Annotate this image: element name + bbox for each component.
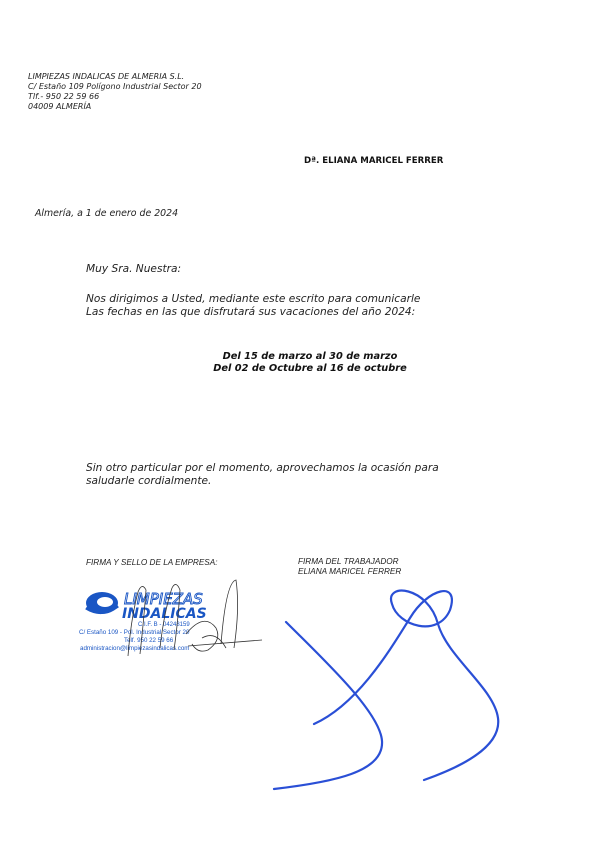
sender-postal-city: 04009 ALMERÍA: [28, 102, 92, 111]
sender-address: C/ Estaño 109 Polígono Industrial Sector 20: [28, 82, 202, 91]
worker-signature-label: [298, 557, 401, 577]
company-logo-icon: [86, 592, 118, 614]
sender-company: LIMPIEZAS INDALICAS DE ALMERIA S.L.: [28, 72, 185, 81]
intro-line-2: Las fechas en las que disfrutará sus vacaciones del año 2024:: [86, 306, 416, 318]
vacation-period-2: Del 02 de Octubre al 16 de octubre: [213, 363, 407, 374]
sender-phone: Tlf.- 950 22 59 66: [28, 92, 100, 101]
worker-handwritten-signature: [262, 576, 512, 806]
greeting: Muy Sra. Nuestra:: [86, 263, 182, 275]
stamp-phone: Telf. 950 22 59 66: [124, 637, 174, 644]
vacation-period-1: Del 15 de marzo al 30 de marzo: [222, 351, 398, 362]
sender-block: [28, 72, 202, 112]
company-signature-label: FIRMA Y SELLO DE LA EMPRESA:: [86, 558, 218, 567]
intro-paragraph: [86, 293, 420, 319]
stamp-cif: C.I.F. B - 04248159: [138, 622, 190, 628]
recipient-name: Dª. ELIANA MARICEL FERRER: [304, 156, 444, 166]
closing-line-1: Sin otro particular por el momento, aprovechamos la ocasión para: [86, 462, 439, 474]
vacation-periods: [120, 351, 500, 375]
closing-paragraph: [86, 462, 439, 488]
worker-signature-label-title: FIRMA DEL TRABAJADOR: [298, 557, 399, 566]
closing-line-2: saludarle cordialmente.: [86, 475, 212, 487]
date-line: Almería, a 1 de enero de 2024: [35, 208, 179, 219]
stamp-brand-1: LIMPIEZAS: [124, 590, 203, 608]
stamp-brand-2: INDALICAS: [122, 606, 207, 622]
company-stamp: [76, 578, 264, 658]
stamp-address: C/ Estaño 109 - Pol. Industrial Sector 20: [79, 629, 190, 636]
stamp-email: administracion@limpiezasindalicas.com: [80, 645, 190, 652]
intro-line-1: Nos dirigimos a Usted, mediante este escrito para comunicarle: [86, 293, 421, 305]
worker-signature-label-name: ELIANA MARICEL FERRER: [298, 567, 402, 576]
